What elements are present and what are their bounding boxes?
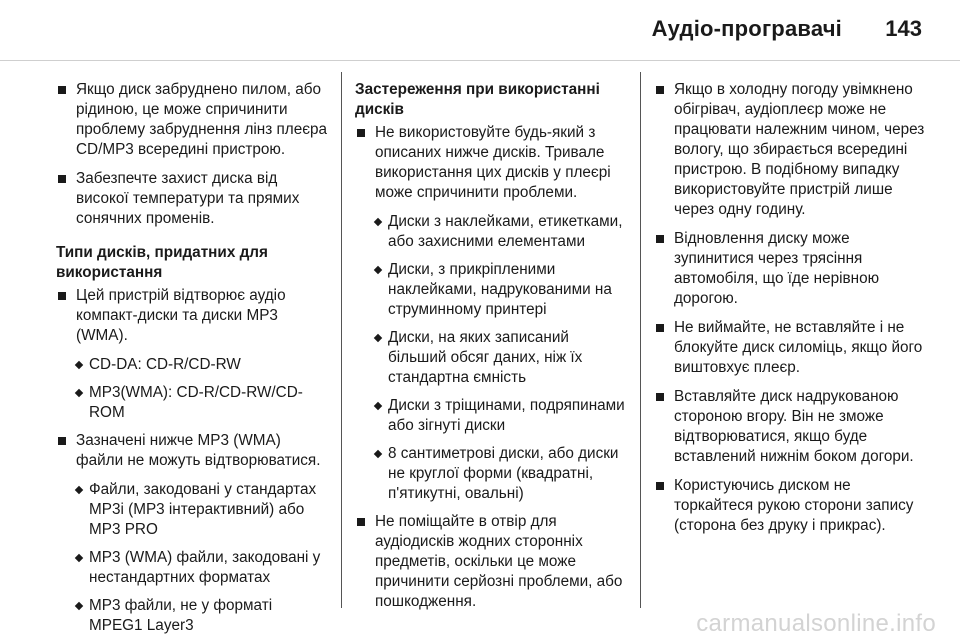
square-bullet-icon xyxy=(58,437,66,445)
list-item: Забезпечте захист диска від високої температури та прямих сонячних променів. xyxy=(56,169,328,229)
column-divider-left xyxy=(341,72,342,608)
square-bullet-icon xyxy=(656,482,664,490)
diamond-bullet-icon xyxy=(374,401,382,409)
list-item: Цей пристрій відтворює аудіо компакт-диски та диски MP3 (WMA). xyxy=(56,286,328,346)
diamond-bullet-icon xyxy=(75,388,83,396)
sub-list-item: Диски, на яких записаний більший обсяг даних, ніж їх стандартна ємність xyxy=(355,328,629,388)
list-item: Не поміщайте в отвір для аудіодисків жодних сторонніх предметів, оскільки це може причинити серйозні проблеми, або пошкодження. xyxy=(355,512,629,612)
sub-list-item: Диски з наклейками, етикетками, або захисними елементами xyxy=(355,212,629,252)
diamond-bullet-icon xyxy=(374,217,382,225)
header-divider xyxy=(0,60,960,61)
section-heading: Застереження при використанні дисків xyxy=(355,81,600,118)
square-bullet-icon xyxy=(357,129,365,137)
square-bullet-icon xyxy=(58,175,66,183)
page-header xyxy=(0,0,960,60)
page-number: 143 xyxy=(885,16,922,41)
column-middle xyxy=(355,80,629,621)
diamond-bullet-icon xyxy=(75,360,83,368)
square-bullet-icon xyxy=(656,393,664,401)
list-item: Відновлення диску може зупинитися через трясіння автомобіля, що їде нерівною дорогою. xyxy=(654,229,926,309)
square-bullet-icon xyxy=(656,235,664,243)
sub-list-item: Диски з тріщинами, подряпинами або зігнуті диски xyxy=(355,396,629,436)
square-bullet-icon xyxy=(58,86,66,94)
column-right xyxy=(654,80,926,545)
section-heading: Типи дисків, придатних для використання xyxy=(56,244,268,281)
list-item: Зазначені нижче MP3 (WMA) файли не можуть відтворюватися. xyxy=(56,431,328,471)
sub-list-item: MP3(WMA): CD-R/CD-RW/CD-ROM xyxy=(56,383,328,423)
diamond-bullet-icon xyxy=(75,485,83,493)
sub-list-item: MP3 (WMA) файли, закодовані у нестандартних форматах xyxy=(56,548,328,588)
column-divider-right xyxy=(640,72,641,608)
list-item: Не виймайте, не вставляйте і не блокуйте диск силоміць, якщо його виштовхує плеєр. xyxy=(654,318,926,378)
sub-list-item: MP3 файли, не у форматі MPEG1 Layer3 xyxy=(56,596,328,636)
diamond-bullet-icon xyxy=(374,333,382,341)
column-left xyxy=(56,80,328,644)
square-bullet-icon xyxy=(357,518,365,526)
sub-list-item: CD-DA: CD-R/CD-RW xyxy=(56,355,328,375)
page-title: Аудіо-програвачі xyxy=(651,16,842,41)
square-bullet-icon xyxy=(58,292,66,300)
list-item: Якщо в холодну погоду увімкнено обігрівач, аудіоплеєр може не працювати належним чином, через вологу, що збирається всередині пристрою. В подібному випадку використовуйте пристрій лише через одну годину. xyxy=(654,80,926,220)
sub-list-item: 8 сантиметрові диски, або диски не круглої форми (квадратні, п'ятикутні, овальні) xyxy=(355,444,629,504)
diamond-bullet-icon xyxy=(374,449,382,457)
list-item: Вставляйте диск надрукованою стороною вгору. Він не зможе відтворюватися, якщо буде вставлений нижнім боком догори. xyxy=(654,387,926,467)
sub-list-item: Файли, закодовані у стандартах MP3i (MP3 інтерактивний) або MP3 PRO xyxy=(56,480,328,540)
square-bullet-icon xyxy=(656,324,664,332)
sub-list-item: Диски, з прикріпленими наклейками, надрукованими на струминному принтері xyxy=(355,260,629,320)
list-item: Користуючись диском не торкайтеся рукою сторони запису (сторона без друку і прикрас). xyxy=(654,476,926,536)
square-bullet-icon xyxy=(656,86,664,94)
diamond-bullet-icon xyxy=(75,601,83,609)
watermark: carmanualsonline.info xyxy=(696,610,936,637)
diamond-bullet-icon xyxy=(75,553,83,561)
list-item: Не використовуйте будь-який з описаних нижче дисків. Тривале використання цих дисків у плеєрі може спричинити проблеми. xyxy=(355,123,629,203)
diamond-bullet-icon xyxy=(374,265,382,273)
list-item: Якщо диск забруднено пилом, або рідиною, це може спричинити проблему забруднення лінз плеєра CD/MP3 всередині пристрою. xyxy=(56,80,328,160)
